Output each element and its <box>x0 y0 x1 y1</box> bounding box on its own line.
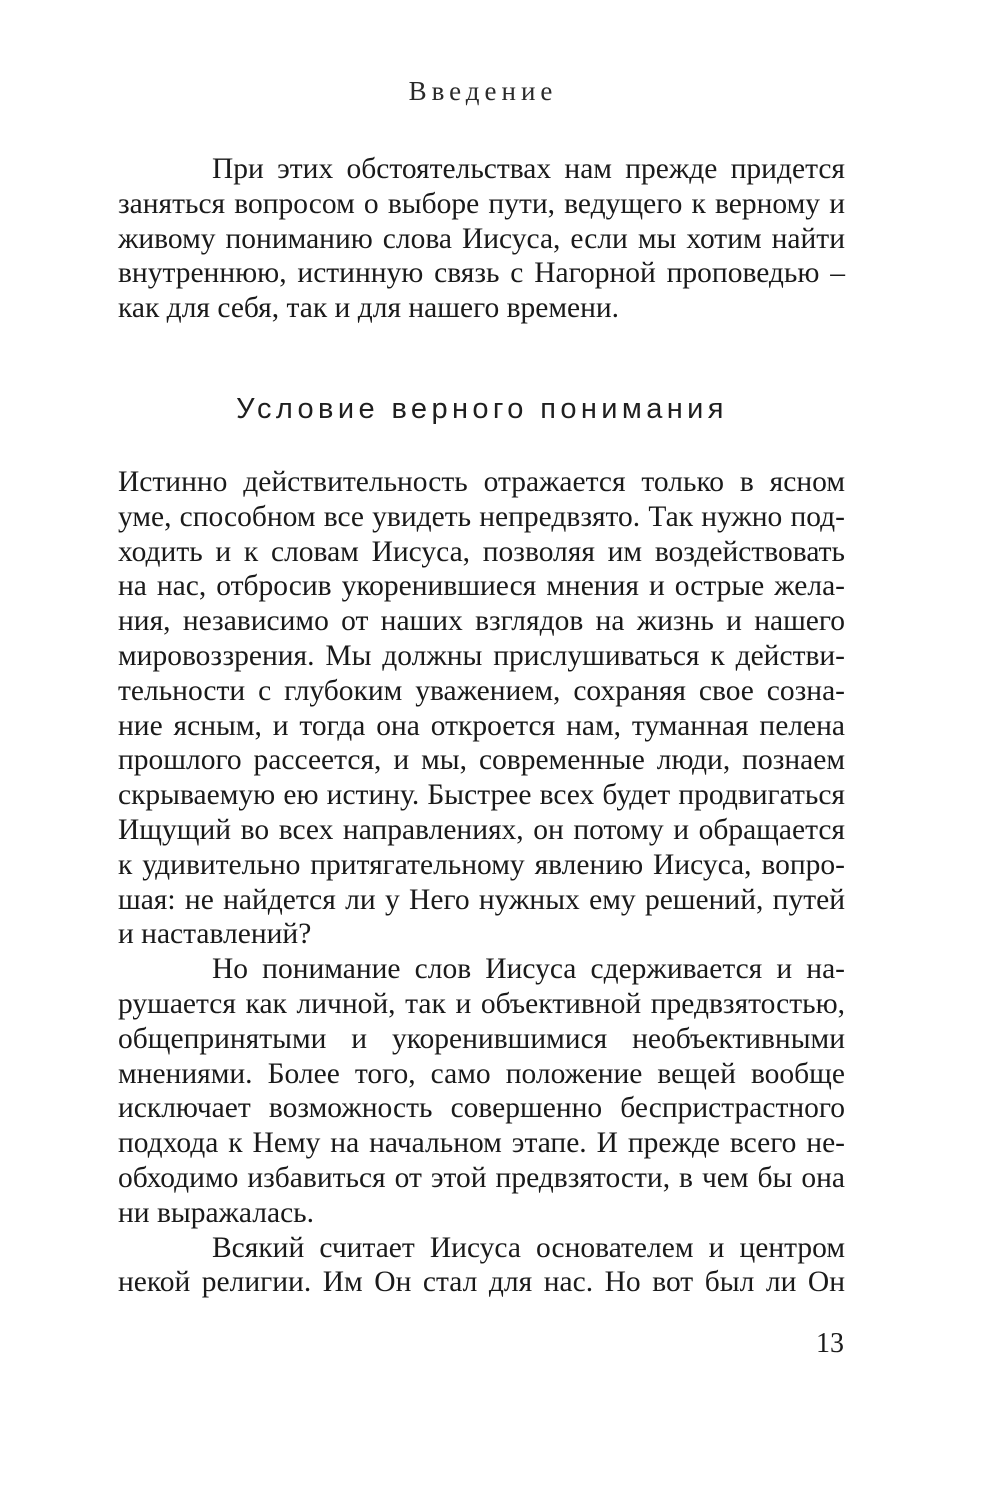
text-line: рушается как личной, так и объективной предвзятостью, <box>118 987 845 1020</box>
text-line: внутреннюю, истинную связь с Нагорной проповедью – <box>118 257 845 290</box>
text-line: ния, независимо от наших взглядов на жизнь и нашего <box>118 605 845 638</box>
text-line: тельности с глубоким уважением, сохраняя свое созна- <box>118 674 845 707</box>
text-line: шая: не найдется ли у Него нужных ему решений, путей <box>118 883 845 916</box>
text-line: некой религии. Им Он стал для нас. Но вот был ли Он <box>118 1266 845 1299</box>
text-line: заняться вопросом о выборе пути, ведущего к верному и <box>118 187 845 220</box>
text-line: мировоззрения. Мы должны прислушиваться к действи- <box>118 639 845 672</box>
text-line: исключает возможность совершенно беспристрастного <box>118 1092 845 1125</box>
running-header: Введение <box>408 76 558 106</box>
body-text <box>118 465 845 1300</box>
text-line: ние ясным, и тогда она откроется нам, туманная пелена <box>118 709 845 742</box>
text-line: ходить и к словам Иисуса, позволяя им воздействовать <box>118 535 845 568</box>
intro-paragraph <box>118 152 845 326</box>
text-line: скрываемую ею истину. Быстрее всех будет продвигаться <box>118 779 845 812</box>
text-line: подхода к Нему на начальном этапе. И прежде всего не- <box>118 1127 845 1160</box>
text-line: При этих обстоятельствах нам прежде придется <box>212 153 845 185</box>
text-line: общепринятыми и укоренившимися необъективными <box>118 1022 845 1055</box>
section-heading: Условие верного понимания <box>236 393 728 425</box>
text-line: Ищущий во всех направлениях, он потому и обращается <box>118 813 845 846</box>
text-line: на нас, отбросив укоренившиеся мнения и острые жела- <box>118 570 845 603</box>
text-line: Но понимание слов Иисуса сдерживается и на- <box>212 953 845 986</box>
text-line: Всякий считает Иисуса основателем и центром <box>212 1231 845 1264</box>
text-line: как для себя, так и для нашего времени. <box>118 292 620 325</box>
text-line: Истинно действительность отражается только в ясном <box>118 466 845 498</box>
text-line: и наставлений? <box>118 918 312 951</box>
text-line: мнениями. Более того, само положение вещей вообще <box>118 1057 845 1090</box>
text-line: прошлого рассеется, и мы, современные люди, познаем <box>118 744 845 777</box>
text-line: обходимо избавиться от этой предвзятости, в чем бы она <box>118 1161 845 1194</box>
text-line: уме, способном все увидеть непредвзято. Так нужно под- <box>118 500 845 533</box>
page-number: 13 <box>816 1328 844 1359</box>
text-line: к удивительно притягательному явлению Иисуса, вопро- <box>118 848 845 881</box>
text-line: живому пониманию слова Иисуса, если мы хотим найти <box>118 222 845 255</box>
text-line: ни выражалась. <box>118 1196 315 1229</box>
